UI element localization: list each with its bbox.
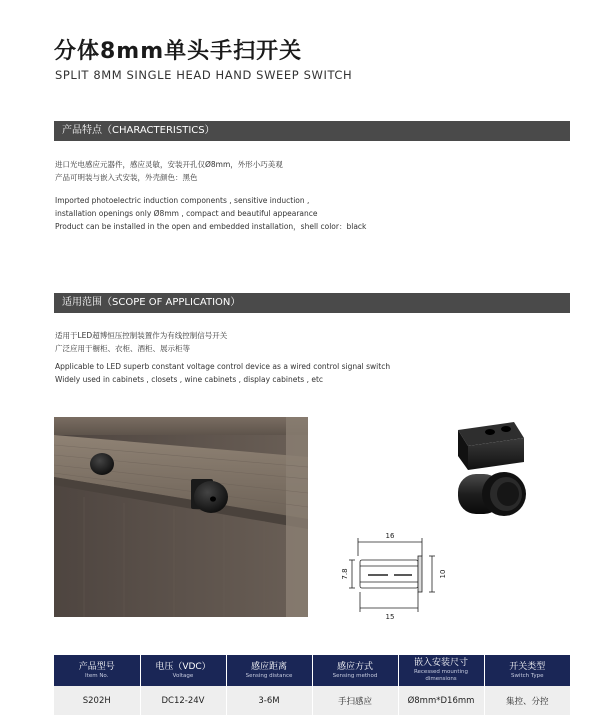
characteristics-en	[55, 194, 366, 233]
scope-en-line: Applicable to LED superb constant voltage control device as a wired control signal switch	[55, 362, 391, 371]
header-sensing-distance: 感应距离 Sensing distance	[226, 655, 312, 686]
embedded-sensor-icon	[90, 453, 114, 475]
characteristics-en-line: Imported photoelectric induction components , sensitive induction ,	[55, 196, 310, 205]
scope-cn-line: 广泛应用于橱柜、衣柜、酒柜、展示柜等	[55, 344, 190, 353]
characteristics-heading: 产品特点（CHARACTERISTICS）	[54, 121, 570, 141]
page-title: 分体8mm单头手扫开关	[54, 39, 303, 64]
dim-bottom-label: 15	[385, 613, 395, 621]
specs-header-row	[54, 655, 570, 686]
characteristics-en-line: Product can be installed in the open and embedded installation，shell color：black	[55, 222, 367, 231]
dim-right-label: 10	[439, 569, 447, 579]
page-subtitle: SPLIT 8MM SINGLE HEAD HAND SWEEP SWITCH	[55, 68, 353, 82]
characteristics-cn-line: 产品可明装与嵌入式安装，外壳颜色：黑色	[55, 173, 198, 182]
cell-sensing-method: 手扫感应	[312, 686, 398, 715]
product-image	[432, 412, 542, 530]
cabinet-photo	[54, 417, 308, 617]
header-sensing-method: 感应方式 Sensing method	[312, 655, 398, 686]
scope-cn-line: 适用于LED超博恒压控制装置作为有线控制信号开关	[55, 331, 228, 340]
dimension-diagram	[330, 526, 460, 626]
sensor-body-icon	[458, 472, 526, 516]
cell-sensing-distance: 3-6M	[226, 686, 312, 715]
scope-heading: 适用范围（SCOPE OF APPLICATION）	[54, 293, 570, 313]
header-voltage: 电压（VDC） Voltage	[140, 655, 226, 686]
cell-voltage: DC12-24V	[140, 686, 226, 715]
cell-item-no: S202H	[54, 686, 140, 715]
characteristics-en-line: installation openings only Ø8mm , compact and beautiful appearance	[55, 209, 318, 218]
scope-en-line: Widely used in cabinets , closets , wine cabinets , display cabinets , etc	[55, 375, 324, 384]
scope-en	[55, 360, 390, 386]
specs-table	[54, 655, 570, 715]
header-item-no: 产品型号 Item No.	[54, 655, 140, 686]
dim-top-label: 16	[385, 532, 395, 540]
dim-left-label: 7.8	[341, 568, 349, 580]
mounting-clip-icon	[458, 422, 524, 470]
table-row	[54, 686, 570, 715]
characteristics-cn-line: 进口光电感应元器件，感应灵敏，安装开孔仅Ø8mm，外形小巧美观	[55, 160, 283, 169]
scope-cn	[55, 329, 227, 355]
cell-switch-type: 集控、分控	[484, 686, 570, 715]
header-switch-type: 开关类型 Switch Type	[484, 655, 570, 686]
cell-mounting-dimensions: Ø8mm*D16mm	[398, 686, 484, 715]
header-mounting-dimensions: 嵌入安装尺寸 Recessed mounting dimensions	[398, 655, 484, 686]
characteristics-cn	[55, 158, 283, 184]
